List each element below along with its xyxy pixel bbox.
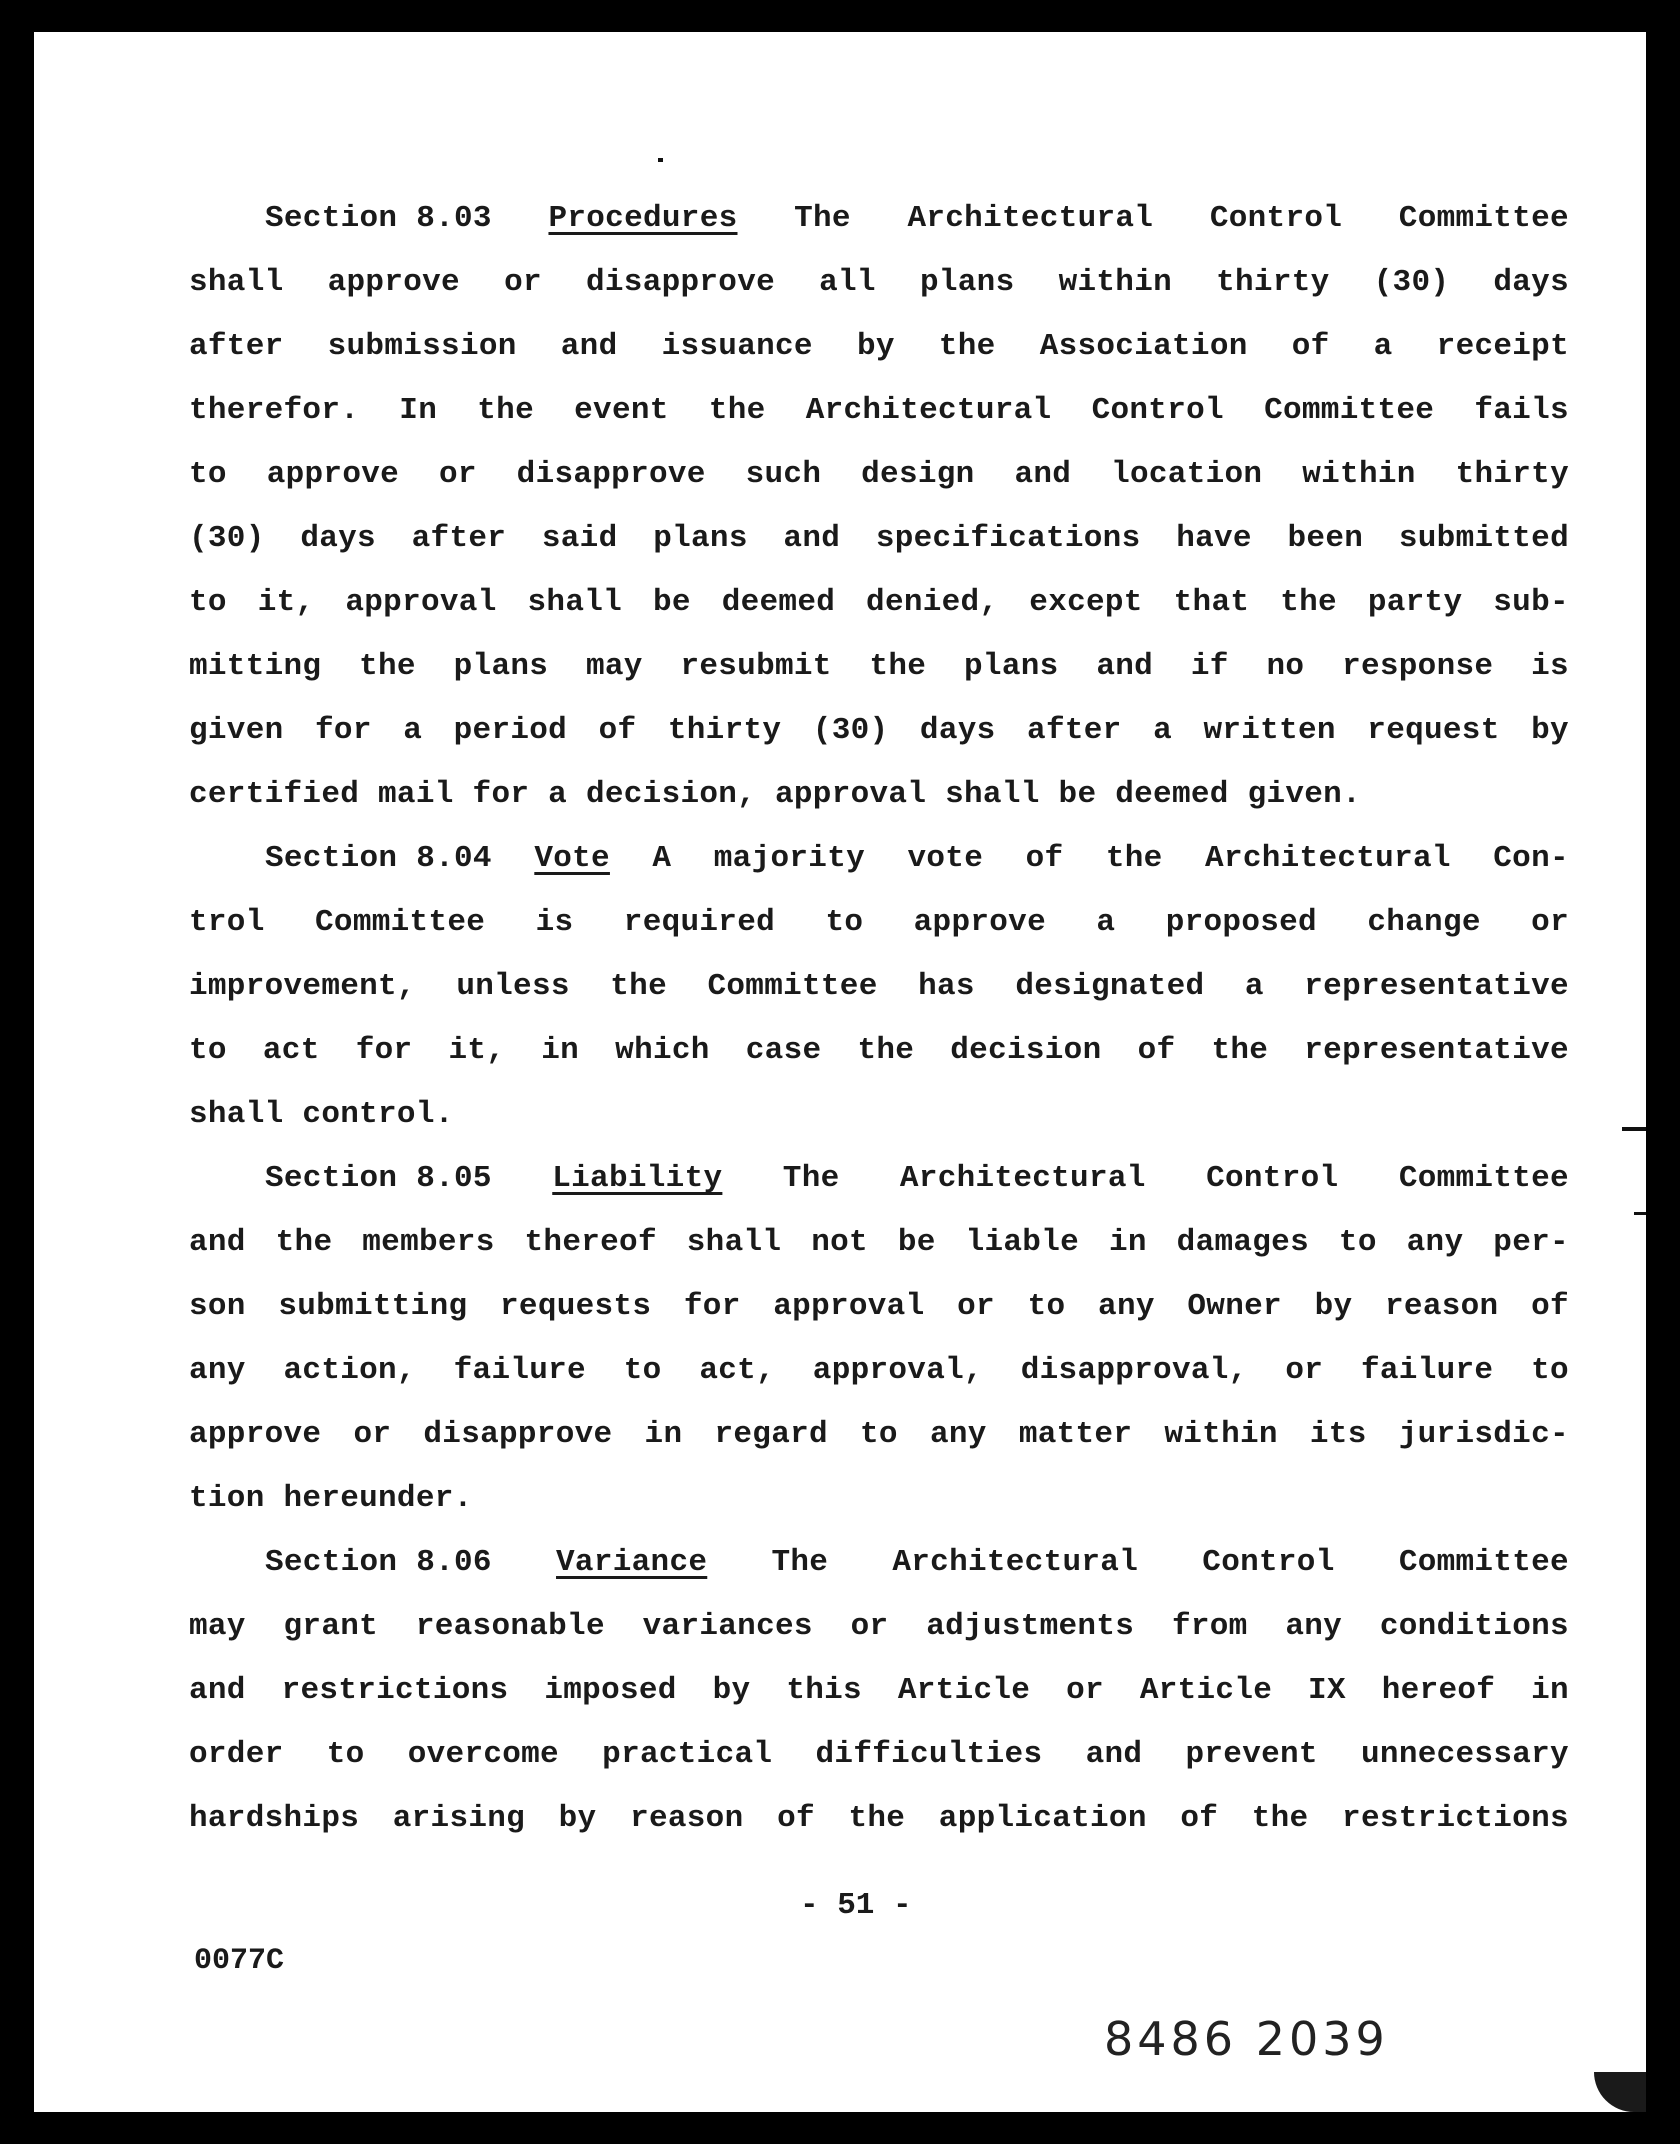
section-line: shall control.: [189, 1097, 454, 1132]
section-line: [189, 379, 1569, 443]
word: act,: [699, 1353, 775, 1388]
word: days: [300, 521, 376, 556]
page-number: - 51 -: [800, 1888, 912, 1923]
word: therefor.: [189, 393, 360, 428]
word: shall: [686, 1225, 782, 1260]
section-line: [189, 1787, 1569, 1851]
word: Control: [1209, 201, 1343, 236]
word: disapprove: [585, 265, 776, 300]
section-line: [189, 699, 1569, 763]
word: by: [1314, 1289, 1353, 1324]
word: from: [1171, 1609, 1248, 1644]
word: by: [1531, 713, 1569, 748]
section-line: [189, 1339, 1569, 1403]
word: receipt: [1436, 329, 1569, 364]
word: any: [1285, 1609, 1343, 1644]
word: The: [794, 201, 851, 236]
word: failure: [1360, 1353, 1494, 1388]
word: unless: [456, 969, 570, 1004]
word: a: [1096, 905, 1116, 940]
word: The: [782, 1161, 840, 1196]
word: decision: [950, 1033, 1102, 1068]
word: to: [825, 905, 864, 940]
word: thirty: [1216, 265, 1330, 300]
word: for: [683, 1289, 741, 1324]
word: said: [541, 521, 618, 556]
word: location: [1111, 457, 1263, 492]
word: to: [189, 585, 227, 620]
word: request: [1367, 713, 1500, 748]
word: per-: [1493, 1225, 1569, 1260]
word: disapprove: [423, 1417, 613, 1452]
word: to: [1027, 1289, 1066, 1324]
word: imposed: [544, 1673, 677, 1708]
section-line: certified mail for a decision, approval shall be deemed given.: [189, 777, 1361, 812]
word: approve: [913, 905, 1046, 940]
section-8-06: [189, 1531, 1569, 1851]
word: response: [1342, 649, 1494, 684]
word: may: [585, 649, 643, 684]
section-first-line: [265, 1147, 1569, 1211]
word: and: [1096, 649, 1154, 684]
word: any: [929, 1417, 987, 1452]
word: the: [275, 1225, 333, 1260]
word: or: [353, 1417, 392, 1452]
word: a: [403, 713, 423, 748]
word: in: [644, 1417, 683, 1452]
section-number: Section 8.03: [265, 201, 492, 236]
section-title: Liability: [552, 1161, 723, 1196]
word: members: [362, 1225, 495, 1260]
word: Article: [1139, 1673, 1273, 1708]
word: the: [610, 969, 667, 1004]
word: improvement,: [189, 969, 416, 1004]
word: is: [535, 905, 574, 940]
word: Committee: [1398, 1545, 1569, 1580]
word: Committee: [315, 905, 486, 940]
word: of: [1180, 1801, 1219, 1836]
word: this: [786, 1673, 862, 1708]
section-line: [189, 1019, 1569, 1083]
section-first-line: [265, 187, 1569, 251]
word: be: [897, 1225, 936, 1260]
word: and: [189, 1673, 246, 1708]
word: resubmit: [680, 649, 832, 684]
section-title: Variance: [556, 1545, 708, 1580]
word: arising: [392, 1801, 526, 1836]
word: unnecessary: [1361, 1737, 1569, 1772]
word: the: [848, 1801, 906, 1836]
word: vote: [907, 841, 984, 876]
word: Con-: [1493, 841, 1569, 876]
word: by: [856, 329, 895, 364]
word: thereof: [524, 1225, 657, 1260]
word: Architectural: [899, 1161, 1146, 1196]
word: act: [262, 1033, 320, 1068]
section-line: [189, 1659, 1569, 1723]
word: any: [1098, 1289, 1155, 1324]
word: majority: [713, 841, 866, 876]
word: to: [1338, 1225, 1377, 1260]
word: given: [189, 713, 284, 748]
word: a: [1373, 329, 1393, 364]
word: within: [1058, 265, 1172, 300]
word: or: [438, 457, 477, 492]
word: or: [850, 1609, 889, 1644]
section-line: [189, 1275, 1569, 1339]
word: party: [1367, 585, 1463, 620]
section-line: [189, 1723, 1569, 1787]
word: IX: [1308, 1673, 1346, 1708]
word: after: [1027, 713, 1122, 748]
word: requests: [500, 1289, 652, 1324]
word: the: [857, 1033, 915, 1068]
word: Owner: [1187, 1289, 1282, 1324]
word: for: [315, 713, 372, 748]
word: shall: [527, 585, 623, 620]
section-line: [189, 507, 1569, 571]
word: A: [652, 841, 672, 876]
word: to: [623, 1353, 662, 1388]
word: disapprove: [516, 457, 706, 492]
word: (30): [812, 713, 889, 748]
word: thirty: [667, 713, 782, 748]
word: of: [1291, 329, 1330, 364]
word: failure: [453, 1353, 586, 1388]
word: after: [189, 329, 284, 364]
word: and: [189, 1225, 246, 1260]
word: and: [1085, 1737, 1143, 1772]
word: is: [1531, 649, 1569, 684]
word: period: [453, 713, 568, 748]
section-line: [189, 1211, 1569, 1275]
word: by: [558, 1801, 597, 1836]
section-line: tion hereunder.: [189, 1481, 473, 1516]
word: submitted: [1398, 521, 1569, 556]
word: the: [938, 329, 996, 364]
word: adjustments: [926, 1609, 1135, 1644]
word: Control: [1206, 1161, 1339, 1196]
word: difficulties: [815, 1737, 1043, 1772]
word: within: [1302, 457, 1416, 492]
word: In: [399, 393, 438, 428]
word: which: [615, 1033, 710, 1068]
word: after: [411, 521, 507, 556]
section-line: [189, 955, 1569, 1019]
word: hardships: [189, 1801, 360, 1836]
word: The: [771, 1545, 829, 1580]
word: been: [1287, 521, 1364, 556]
word: restrictions: [281, 1673, 509, 1708]
word: mitting: [189, 649, 322, 684]
word: not: [811, 1225, 868, 1260]
scan-speck: [1594, 2072, 1646, 2112]
word: of: [1137, 1033, 1176, 1068]
word: any: [189, 1353, 246, 1388]
word: except: [1029, 585, 1143, 620]
word: such: [745, 457, 822, 492]
section-line: [189, 315, 1569, 379]
section-line: [189, 635, 1569, 699]
section-line: [189, 251, 1569, 315]
word: or: [1531, 905, 1569, 940]
word: have: [1176, 521, 1252, 556]
word: prevent: [1185, 1737, 1318, 1772]
word: be: [652, 585, 691, 620]
word: shall: [189, 265, 284, 300]
word: approval,: [812, 1353, 983, 1388]
word: Control: [1091, 393, 1224, 428]
word: it,: [257, 585, 315, 620]
word: any: [1406, 1225, 1464, 1260]
word: Architectural: [1205, 841, 1451, 876]
word: or: [1066, 1673, 1104, 1708]
word: Committee: [1398, 201, 1569, 236]
word: the: [477, 393, 534, 428]
word: variances: [642, 1609, 813, 1644]
word: representative: [1304, 969, 1569, 1004]
word: plans: [653, 521, 748, 556]
word: its: [1309, 1417, 1367, 1452]
word: conditions: [1379, 1609, 1569, 1644]
word: by: [712, 1673, 751, 1708]
word: design: [861, 457, 975, 492]
word: of: [1531, 1289, 1569, 1324]
word: submission: [327, 329, 517, 364]
word: approve: [327, 265, 460, 300]
word: issuance: [661, 329, 813, 364]
word: Committee: [1398, 1161, 1569, 1196]
word: or: [504, 265, 542, 300]
word: Association: [1039, 329, 1248, 364]
word: Architectural: [805, 393, 1052, 428]
word: that: [1173, 585, 1250, 620]
word: damages: [1176, 1225, 1309, 1260]
word: plans: [964, 649, 1059, 684]
section-number: Section 8.04: [265, 841, 492, 876]
document-page: [34, 32, 1646, 2112]
word: plans: [919, 265, 1015, 300]
word: jurisdic-: [1398, 1417, 1569, 1452]
section-number: Section 8.06: [265, 1545, 492, 1580]
word: reasonable: [415, 1609, 605, 1644]
word: the: [1251, 1801, 1309, 1836]
word: representative: [1304, 1033, 1569, 1068]
word: hereof: [1381, 1673, 1496, 1708]
section-title: Procedures: [548, 201, 738, 236]
word: a: [1244, 969, 1264, 1004]
word: sub-: [1493, 585, 1569, 620]
word: the: [708, 393, 766, 428]
word: grant: [283, 1609, 379, 1644]
word: of: [598, 713, 637, 748]
word: action,: [283, 1353, 416, 1388]
word: Committee: [1264, 393, 1435, 428]
word: and: [783, 521, 841, 556]
word: the: [1211, 1033, 1269, 1068]
word: written: [1203, 713, 1336, 748]
section-8-04: [189, 827, 1569, 1147]
document-control-number: 8486 2039: [1104, 2012, 1389, 2066]
word: trol: [189, 905, 265, 940]
section-first-line: [265, 1531, 1569, 1595]
document-body: [189, 187, 1569, 1851]
word: the: [359, 649, 416, 684]
section-line: [189, 443, 1569, 507]
word: reason: [1385, 1289, 1499, 1324]
word: in: [1108, 1225, 1147, 1260]
word: if: [1190, 649, 1229, 684]
word: and: [560, 329, 618, 364]
word: thirty: [1455, 457, 1569, 492]
word: or: [1285, 1353, 1324, 1388]
word: son: [189, 1289, 246, 1324]
word: the: [869, 649, 927, 684]
word: a: [1153, 713, 1172, 748]
word: deemed: [721, 585, 836, 620]
word: days: [919, 713, 996, 748]
word: disapproval,: [1020, 1353, 1248, 1388]
word: denied,: [866, 585, 999, 620]
word: all: [819, 265, 876, 300]
word: required: [623, 905, 776, 940]
word: and: [1014, 457, 1072, 492]
word: days: [1493, 265, 1569, 300]
section-8-05: [189, 1147, 1569, 1531]
section-line: [189, 1403, 1569, 1467]
word: plans: [453, 649, 549, 684]
word: for: [355, 1033, 413, 1068]
word: case: [745, 1033, 822, 1068]
word: the: [1280, 585, 1337, 620]
word: application: [938, 1801, 1147, 1836]
word: has: [918, 969, 975, 1004]
word: of: [777, 1801, 815, 1836]
word: submitting: [278, 1289, 468, 1324]
word: approve: [189, 1417, 322, 1452]
word: restrictions: [1342, 1801, 1569, 1836]
word: Committee: [707, 969, 878, 1004]
word: to: [189, 457, 227, 492]
word: may: [189, 1609, 246, 1644]
word: Control: [1202, 1545, 1335, 1580]
section-8-03: [189, 187, 1569, 827]
scan-speck: [1622, 1127, 1646, 1131]
word: Article: [897, 1673, 1031, 1708]
section-first-line: [265, 827, 1569, 891]
word: specifications: [875, 521, 1141, 556]
word: in: [1531, 1673, 1569, 1708]
word: within: [1164, 1417, 1278, 1452]
word: event: [574, 393, 669, 428]
word: change: [1367, 905, 1481, 940]
word: to: [860, 1417, 898, 1452]
word: to: [1531, 1353, 1569, 1388]
section-title: Vote: [534, 841, 610, 876]
section-line: [189, 1595, 1569, 1659]
word: practical: [602, 1737, 773, 1772]
word: regard: [714, 1417, 828, 1452]
word: it,: [448, 1033, 506, 1068]
word: or: [957, 1289, 995, 1324]
word: no: [1266, 649, 1305, 684]
document-code: 0077C: [194, 1944, 285, 1978]
word: proposed: [1165, 905, 1317, 940]
word: to: [326, 1737, 365, 1772]
word: overcome: [407, 1737, 559, 1772]
word: reason: [630, 1801, 744, 1836]
word: designated: [1015, 969, 1205, 1004]
word: order: [189, 1737, 284, 1772]
word: Architectural: [907, 201, 1154, 236]
section-line: [189, 571, 1569, 635]
word: matter: [1018, 1417, 1133, 1452]
section-number: Section 8.05: [265, 1161, 492, 1196]
word: (30): [189, 521, 265, 556]
word: Architectural: [892, 1545, 1139, 1580]
word: fails: [1474, 393, 1569, 428]
word: the: [1105, 841, 1163, 876]
section-line: [189, 891, 1569, 955]
scan-speck: [1634, 1212, 1646, 1215]
word: approve: [266, 457, 400, 492]
word: approval: [345, 585, 497, 620]
word: liable: [965, 1225, 1080, 1260]
scan-speck: [658, 158, 663, 162]
word: (30): [1373, 265, 1450, 300]
word: to: [189, 1033, 227, 1068]
word: approval: [773, 1289, 925, 1324]
word: of: [1025, 841, 1064, 876]
word: in: [541, 1033, 580, 1068]
